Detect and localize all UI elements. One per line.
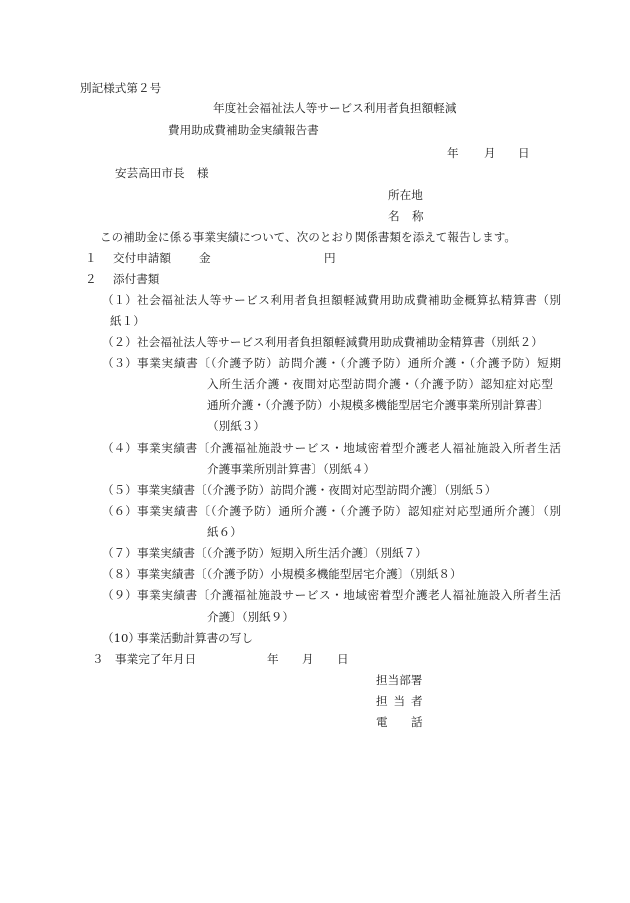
attachment-item-text: 紙６） (207, 525, 242, 539)
attachment-item-text: 事業活動計算書の写し (137, 631, 253, 645)
attachment-item-text: 社会福祉法人等サービス利用者負担額軽減費用助成費補助金概算払精算書（別 (137, 293, 561, 307)
report-date-day-label: 日 (518, 146, 530, 160)
attachment-item-text: 事業実績書〔（介護予防）訪問介護・夜間対応型訪問介護〕（別紙５） (137, 483, 497, 497)
grant-amount-unit: 円 (324, 251, 336, 265)
section-number: １ (85, 251, 97, 265)
contact-department-label: 担当部署 (376, 673, 423, 687)
completion-date-month-label: 月 (302, 652, 314, 666)
attachment-item-text: 入所生活介護・夜間対応型訪問介護・（介護予防）認知症対応型 (207, 377, 553, 391)
contact-person-label: 担当者 (376, 694, 429, 708)
contact-phone-label: 電話 (376, 715, 446, 729)
addressee-name: 安芸高田市長 (115, 166, 185, 180)
attachment-item-text: 紙１） (110, 314, 145, 328)
attachment-item-text: 事業実績書〔（介護予防）短期入所生活介護〕（別紙７） (137, 546, 427, 560)
attachments-heading: 添付書類 (113, 272, 160, 286)
attachment-item-text: 社会福祉法人等サービス利用者負担額軽減費用助成費補助金精算書（別紙２） (137, 335, 543, 349)
applicant-name-label: 名称 (388, 209, 436, 223)
attachment-item-text: （別紙３） (207, 419, 265, 433)
report-date-month-label: 月 (484, 146, 496, 160)
attachment-item-number: （３） (102, 356, 137, 370)
attachment-item-text: 事業実績書〔介護福祉施設サービス・地域密着型介護老人福祉施設入所者生活 (137, 441, 561, 455)
grant-amount-prefix: 金 (199, 251, 211, 265)
title-line-1: 年度社会福祉法人等サービス利用者負担額軽減 (213, 101, 457, 115)
attachment-item-text: 介護〕（別紙９） (207, 610, 294, 624)
title-line-2: 費用助成費補助金実績報告書 (168, 123, 319, 137)
attachment-item-number: （10） (102, 631, 140, 645)
attachment-item-number: （８） (102, 567, 137, 581)
attachment-item-text: 事業実績書〔（介護予防）通所介護・（介護予防）認知症対応型通所介護〕（別 (137, 504, 561, 518)
attachment-item-text: 事業実績書〔（介護予防）訪問介護・（介護予防）通所介護・（介護予防）短期 (137, 356, 561, 370)
attachment-item-number: （７） (102, 546, 137, 560)
completion-date-label: 事業完了年月日 (115, 652, 197, 666)
form-number: 別記様式第２号 (80, 81, 162, 95)
attachment-item-number: （５） (102, 483, 137, 497)
applicant-address-label: 所在地 (388, 188, 423, 202)
attachment-item-number: （２） (102, 335, 137, 349)
attachment-item-text: 通所介護・（介護予防）小規模多機能型居宅介護事業所別計算書〕 (207, 398, 550, 412)
attachment-item-number: （４） (102, 441, 137, 455)
attachment-item-number: （９） (102, 588, 137, 602)
addressee-honorific: 様 (197, 166, 209, 180)
section-number: ２ (85, 272, 97, 286)
grant-amount-label: 交付申請額 (113, 251, 171, 265)
section-number: ３ (92, 652, 104, 666)
completion-date-day-label: 日 (337, 652, 349, 666)
report-date-year-label: 年 (447, 146, 459, 160)
attachment-item-text: 事業実績書〔介護福祉施設サービス・地域密着型介護老人福祉施設入所者生活 (137, 588, 561, 602)
intro-text: この補助金に係る事業実績について、次のとおり関係書類を添えて報告します。 (100, 230, 516, 244)
attachment-item-text: 介護事業所別計算書〕（別紙４） (207, 462, 376, 476)
completion-date-year-label: 年 (267, 652, 279, 666)
attachment-item-number: （１） (102, 293, 137, 307)
attachment-item-text: 事業実績書〔（介護予防）小規模多機能型居宅介護〕（別紙８） (137, 567, 462, 581)
attachment-item-number: （６） (102, 504, 137, 518)
